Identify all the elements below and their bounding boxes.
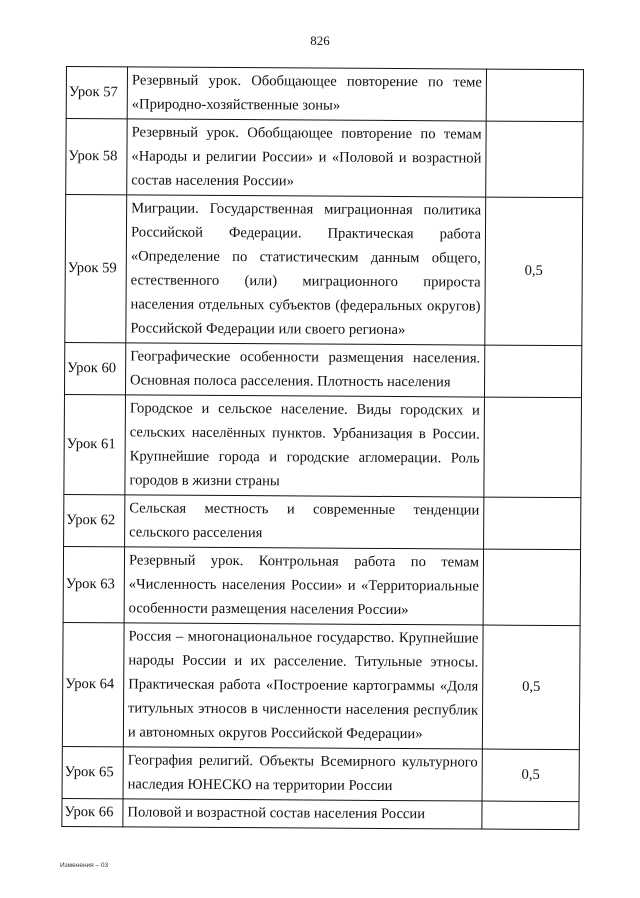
practical-work-hours-cell	[486, 121, 583, 198]
practical-work-hours-cell	[484, 397, 582, 498]
lesson-number-cell: Урок 64	[62, 622, 124, 746]
lesson-plan-table	[61, 66, 584, 830]
table-row	[62, 746, 579, 801]
table-row	[64, 494, 581, 549]
table-body	[62, 67, 584, 830]
lesson-topic-cell: Миграции. Государственная миграционная политика Российской Федерации. Практическая работа «Определение по статистическим данным общего, естественного (или) миграционного прироста населения отдельных субъектов (федеральных округов) Российской Федерации или своего региона»	[126, 195, 486, 345]
lesson-number-cell: Урок 63	[63, 546, 124, 622]
lesson-number-cell: Урок 58	[66, 119, 127, 195]
lesson-topic-cell: Россия – многонациональное государство. Крупнейшие народы России и их расселение. Титульные этносы. Практическая работа «Построение картограммы «Доля титульных этносов в численности населения республик и автономных округов Российской Федерации»	[123, 623, 483, 749]
lesson-number-cell: Урок 57	[66, 67, 127, 119]
table-row	[66, 67, 583, 122]
practical-work-hours-cell	[483, 549, 580, 626]
practical-work-hours-cell	[482, 801, 579, 830]
lesson-number-cell: Урок 60	[64, 342, 125, 394]
lesson-topic-cell: География религий. Объекты Всемирного культурного наследия ЮНЕСКО на территории России	[123, 747, 482, 801]
lesson-topic-cell: Резервный урок. Обобщающее повторение по темам «Народы и религии России» и «Половой и возрастной состав населения России»	[127, 119, 486, 197]
lesson-topic-cell: Географические особенности размещения населения. Основная полоса расселения. Плотность населения	[125, 343, 484, 397]
lesson-number-cell: Урок 62	[64, 494, 125, 546]
lesson-topic-cell: Половой и возрастной состав населения России	[123, 799, 482, 829]
page-number: 826	[310, 33, 330, 48]
table-row	[64, 394, 582, 497]
table-row	[63, 546, 580, 625]
lesson-topic-cell: Резервный урок. Контрольная работа по темам «Численность населения России» и «Территориальные особенности размещения населения России»	[124, 547, 483, 625]
lesson-number-cell: Урок 65	[62, 746, 123, 798]
practical-work-hours-cell	[484, 497, 581, 550]
lesson-number-cell: Урок 59	[65, 195, 127, 343]
lesson-topic-cell: Резервный урок. Обобщающее повторение по теме «Природно-хозяйственные зоны»	[127, 67, 486, 121]
table-row	[62, 798, 579, 829]
table-row	[62, 622, 580, 749]
practical-work-hours-cell: 0,5	[482, 749, 579, 802]
lesson-topic-cell: Сельская местность и современные тенденции сельского расселения	[125, 495, 484, 549]
practical-work-hours-cell: 0,5	[485, 197, 583, 346]
practical-work-hours-cell	[484, 345, 581, 398]
table-row	[66, 119, 583, 198]
practical-work-hours-cell	[486, 69, 583, 122]
table-row	[64, 342, 581, 397]
table-row	[65, 195, 583, 346]
lesson-topic-cell: Городское и сельское население. Виды городских и сельских населённых пунктов. Урбанизация в России. Крупнейшие города и городские агломерации. Роль городов в жизни страны	[125, 395, 485, 497]
lesson-number-cell: Урок 66	[62, 798, 123, 826]
footer-revision-note: Изменения – 03	[60, 862, 109, 869]
lesson-number-cell: Урок 61	[64, 394, 126, 494]
practical-work-hours-cell: 0,5	[482, 625, 580, 750]
